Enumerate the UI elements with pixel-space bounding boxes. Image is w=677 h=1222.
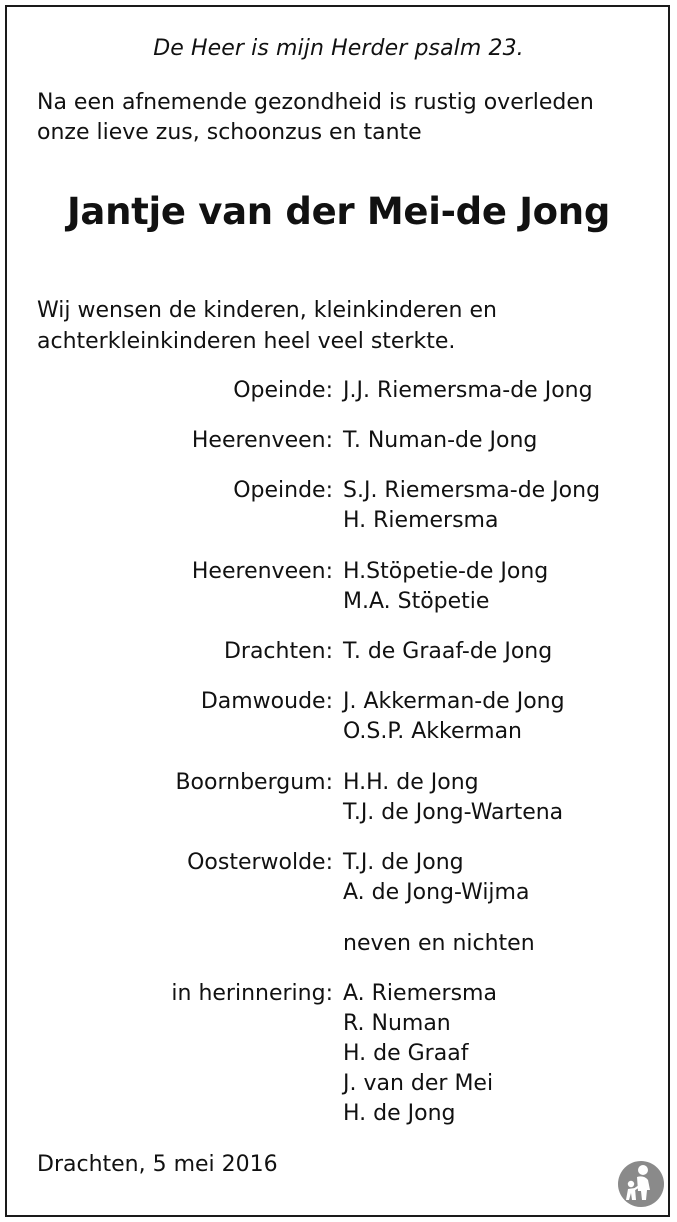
- psalm-motto: De Heer is mijn Herder psalm 23.: [153, 36, 524, 61]
- signer-names: [343, 426, 537, 456]
- signer-name: T.J. de Jong: [343, 850, 464, 875]
- signer-name: R. Numan: [343, 1011, 451, 1036]
- signer-name: M.A. Stöpetie: [343, 589, 490, 614]
- signer-place: Opeinde:: [233, 478, 333, 503]
- wish-line-1: Wij wensen de kinderen, kleinkinderen en: [37, 298, 497, 323]
- intro-line-2: onze lieve zus, schoonzus en tante: [37, 120, 422, 145]
- signer-names: [343, 929, 535, 959]
- signer-name: O.S.P. Akkerman: [343, 719, 522, 744]
- signer-names: [343, 376, 593, 406]
- condolence-wish: [37, 295, 657, 357]
- signer-name: T.J. de Jong-Wartena: [343, 800, 564, 825]
- signer-place: Opeinde:: [233, 378, 333, 403]
- signer-place: Heerenveen:: [191, 559, 333, 584]
- wish-line-2: achterkleinkinderen heel veel sterkte.: [37, 329, 456, 354]
- caregiver-figure-icon: [617, 1160, 665, 1208]
- signer-place: in herinnering:: [171, 981, 333, 1006]
- signer-place: Drachten:: [223, 639, 333, 664]
- intro-line-1: Na een afnemende gezondheid is rustig overleden: [37, 90, 594, 115]
- signer-place: Heerenveen:: [191, 428, 333, 453]
- signer-name: neven en nichten: [343, 931, 535, 956]
- signer-names: [343, 687, 565, 747]
- signer-place: Boornbergum:: [175, 770, 333, 795]
- signer-name: A. Riemersma: [343, 981, 497, 1006]
- signer-name: T. Numan-de Jong: [343, 428, 538, 453]
- signer-name: S.J. Riemersma-de Jong: [343, 478, 601, 503]
- signer-place: Damwoude:: [200, 689, 333, 714]
- signer-place: Oosterwolde:: [187, 850, 333, 875]
- signer-names: [343, 768, 563, 828]
- signer-name: J. Akkerman-de Jong: [343, 689, 565, 714]
- signer-name: T. de Graaf-de Jong: [343, 639, 553, 664]
- notice-border: [5, 5, 670, 1217]
- announcement-intro: [37, 88, 657, 148]
- deceased-name: Jantje van der Mei-de Jong: [66, 190, 611, 233]
- signer-name: J. van der Mei: [343, 1071, 494, 1096]
- signer-name: H.H. de Jong: [343, 770, 479, 795]
- signer-names: [343, 979, 497, 1129]
- signer-name: H. Riemersma: [343, 508, 499, 533]
- signer-name: H. de Graaf: [343, 1041, 469, 1066]
- signer-names: [343, 848, 529, 908]
- signer-names: [343, 637, 552, 667]
- signer-name: J.J. Riemersma-de Jong: [343, 378, 593, 403]
- signer-name: H.Stöpetie-de Jong: [343, 559, 549, 584]
- signer-names: [343, 476, 600, 536]
- place-and-date: Drachten, 5 mei 2016: [37, 1152, 278, 1177]
- signer-name: A. de Jong-Wijma: [343, 880, 530, 905]
- signer-name: H. de Jong: [343, 1101, 456, 1126]
- signer-names: [343, 557, 548, 617]
